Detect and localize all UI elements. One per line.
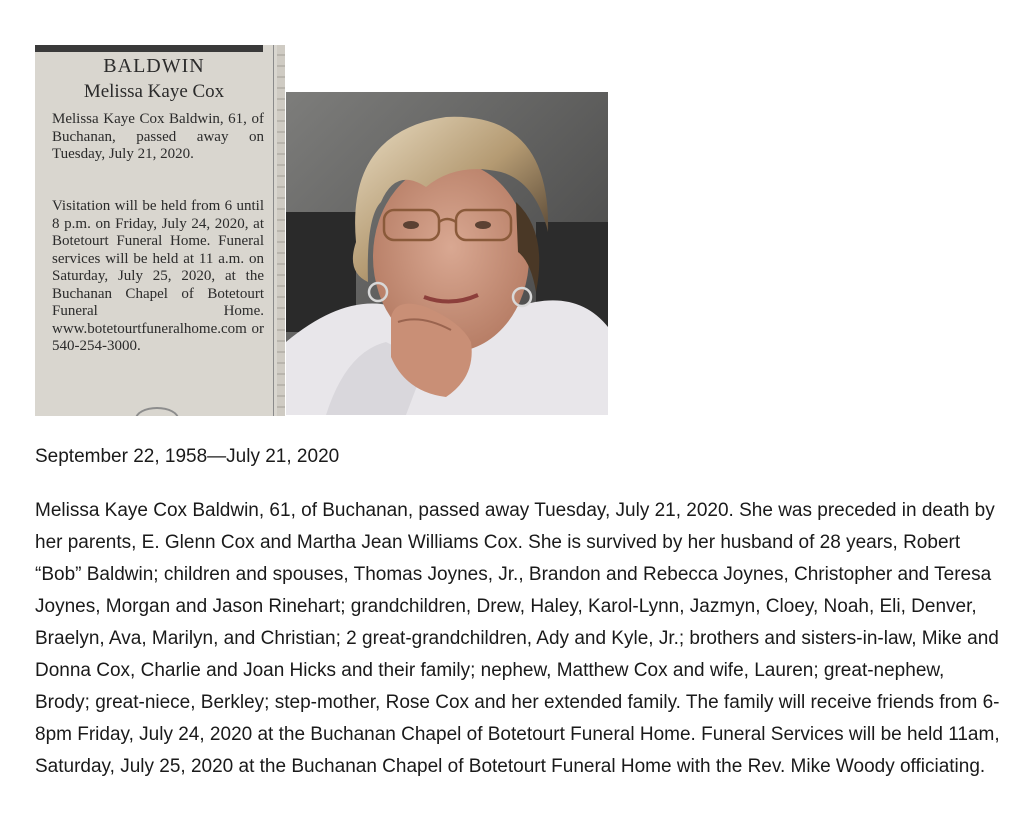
clipping-torn-header	[35, 45, 263, 52]
life-dates: September 22, 1958—July 21, 2020	[35, 446, 340, 467]
portrait-photo	[286, 92, 608, 415]
stamp-mark	[135, 407, 179, 416]
clipping-paragraph-death: Melissa Kaye Cox Baldwin, 61, of Buchanan, passed away on Tuesday, July 21, 2020.	[52, 111, 264, 162]
adjacent-column-edge	[277, 45, 285, 416]
newspaper-clipping	[35, 45, 285, 416]
obituary-text: Melissa Kaye Cox Baldwin, 61, of Buchanan, passed away Tuesday, July 21, 2020. She was preceded in death by her parents, E. Glenn Cox and Martha Jean Williams Cox. She is survived by her husband of 28 years, Robert “Bob” Baldwin; children and spouses, Thomas Joynes, Jr., Brandon and Rebecca Joynes, Christopher and Teresa Joynes, Morgan and Jason Rinehart; grandchildren, Drew, Haley, Karol-Lynn, Jazmyn, Cloey, Noah, Eli, Denver, Braelyn, Ava, Marilyn, and Christian; 2 great-grandchildren, Ady and Kyle, Jr.; brothers and sisters-in-law, Mike and Donna Cox, Charlie and Joan Hicks and their family; nephew, Matthew Cox and wife, Lauren; great-nephew, Brody; great-niece, Berkley; step-mother, Rose Cox and her extended family. The family will receive friends from 6-8pm Friday, July 24, 2020 at the Buchanan Chapel of Botetourt Funeral Home. Funeral Services will be held 11am, Saturday, July 25, 2020 at the Buchanan Chapel of Botetourt Funeral Home with the Rev. Mike Woody officiating.	[35, 500, 1000, 777]
clipping-surname: BALDWIN	[103, 55, 205, 77]
clipping-full-name: Melissa Kaye Cox	[83, 81, 225, 102]
column-rule	[273, 45, 274, 416]
portrait-illustration	[286, 92, 608, 415]
clipping-paragraph-services: Visitation will be held from 6 until 8 p.m. on Friday, July 24, 2020, at Botetourt Funeral Home. Funeral services will be held at 11 a.m. on Saturday, July 25, 2020, at the Buchanan Chapel of Botetourt Funeral Home. www.botetourtfuneralhome.com or 540-254-3000.	[52, 198, 264, 354]
